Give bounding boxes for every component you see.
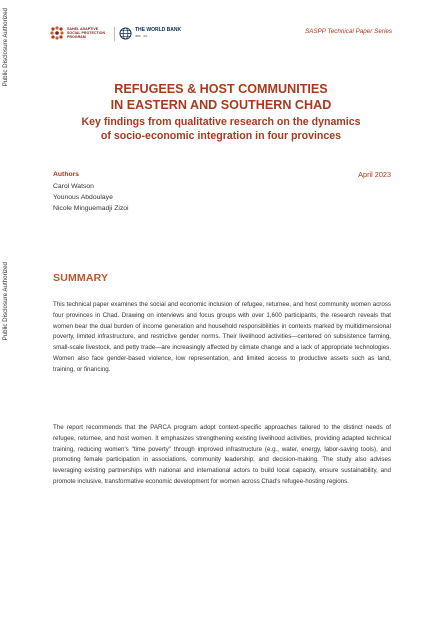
- world-bank-logo-sub: IBRD · IDA: [135, 34, 148, 38]
- summary-paragraph: The report recommends that the PARCA program adopt context-specific approaches tailored to the distinct needs of refugee, returnee, and host women. It emphasizes strengthening existing livelihood activities, providing adapted technical training, reducing women's "time poverty" through improved infrastructure (e.g., water, energy, labor-saving tools), and promoting female participation in associations, community leadership, and decision-making. The study also advises leveraging existing partnerships with national and international actors to build local capacity, ensure sustainability, and promote inclusive, transformative economic development for women across Chad's refugee-hosting regions.: [53, 424, 391, 485]
- page-subtitle: [0, 115, 442, 143]
- author-name: Carol Watson: [53, 183, 94, 190]
- author-name: Nicole Minguemadji Zizoi: [53, 205, 129, 212]
- subtitle-line: of socio-economic integration in four provinces: [100, 130, 342, 142]
- world-bank-globe-icon: [119, 27, 132, 40]
- sassp-logo-text: SOCIAL PROTECTION: [67, 31, 106, 35]
- disclosure-label: Public Disclosure Authorized: [2, 262, 9, 341]
- logo-divider: [114, 27, 115, 41]
- sassp-logo-icon: [50, 26, 64, 40]
- page-header: [50, 24, 392, 46]
- publication-date: April 2023: [358, 170, 391, 179]
- summary-heading: SUMMARY: [53, 272, 109, 284]
- title-line: REFUGEES & HOST COMMUNITIES: [114, 82, 328, 96]
- author-name: Younous Abdoulaye: [53, 194, 113, 201]
- world-bank-logo-text: THE WORLD BANK: [135, 27, 182, 33]
- series-label: SASPP Technical Paper Series: [304, 28, 392, 35]
- disclosure-label: Public Disclosure Authorized: [2, 8, 9, 87]
- sassp-logo-text: SAHEL ADAPTIVE: [67, 27, 99, 31]
- subtitle-line: Key findings from qualitative research on the dynamics: [81, 116, 361, 128]
- authors-heading: Authors: [53, 171, 80, 178]
- title-line: IN EASTERN AND SOUTHERN CHAD: [110, 98, 332, 112]
- world-bank-logo: [119, 27, 181, 40]
- sassp-logo-text: PROGRAM: [67, 35, 86, 39]
- summary-paragraph: This technical paper examines the social and economic inclusion of refugee, returnee, and host community women across four provinces in Chad. Drawing on interviews and focus groups with over 1,600 participants, the research reveals that women bear the dual burden of income generation and household responsibilities in contexts marked by multidimensional poverty, limited infrastructure, and restrictive gender norms. Their livelihood activities—centered on subsistence farming, small-scale livestock, and petty trade—are increasingly affected by climate change and a lack of appropriate technologies. Women also face gender-based violence, low representation, and limited access to productive assets such as land, training, or financing.: [53, 301, 391, 373]
- page-title: [0, 81, 442, 113]
- sassp-logo: [50, 26, 105, 40]
